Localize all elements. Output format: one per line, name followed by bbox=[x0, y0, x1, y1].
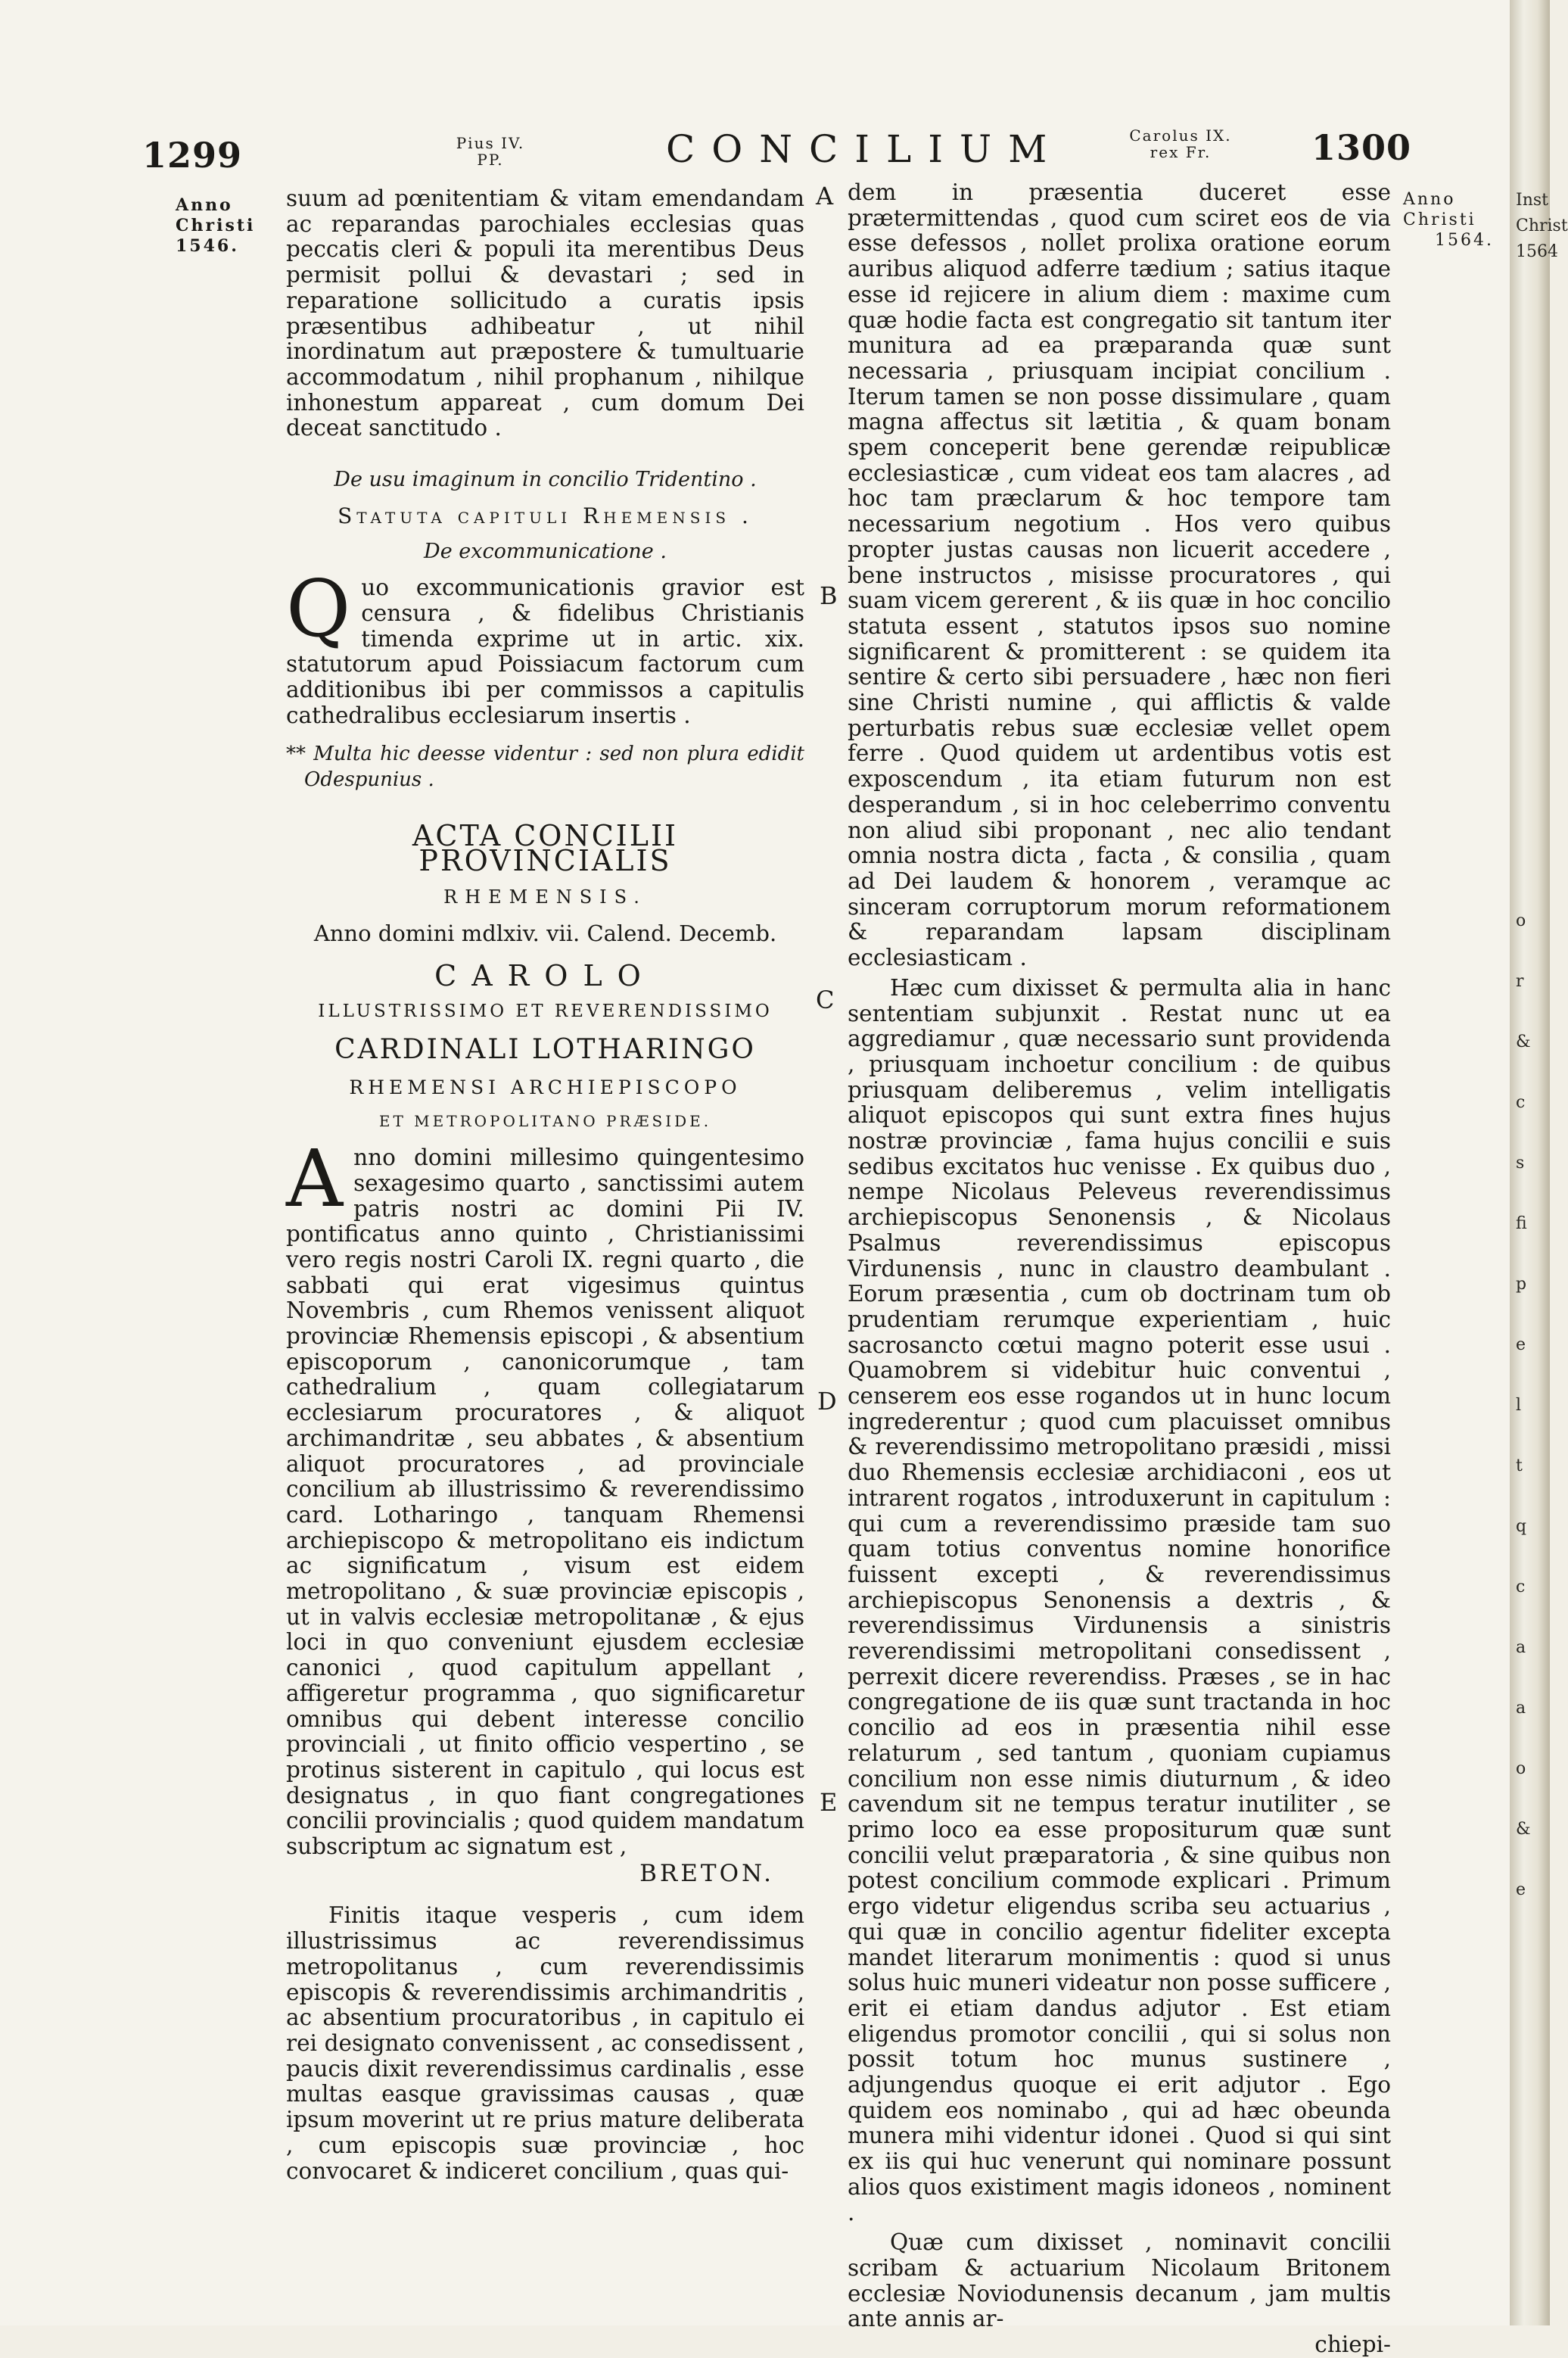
section-letter-a: A bbox=[816, 182, 834, 210]
right-page-number: 1300 bbox=[1311, 127, 1412, 168]
binding-fragment-18: o bbox=[1516, 1759, 1526, 1778]
running-title: CONCILIUM bbox=[666, 127, 1064, 171]
binding-fragment-4: o bbox=[1516, 911, 1526, 930]
margin-anno-right: Anno bbox=[1403, 190, 1456, 209]
binding-fragment-6: & bbox=[1516, 1033, 1531, 1051]
margin-christi-right: Christi bbox=[1403, 210, 1476, 229]
heading-illustrissimo: ILLUSTRISSIMO ET REVERENDISSIMO bbox=[318, 1001, 773, 1022]
right-runner-king: Carolus IX. bbox=[1129, 126, 1232, 145]
left-paragraph-anno-domini bbox=[286, 1132, 804, 1860]
binding-fragment-2: Christ bbox=[1516, 216, 1568, 235]
margin-year: 1546. bbox=[176, 236, 239, 256]
left-runner-pope: Pius IV. bbox=[456, 134, 525, 152]
left-paragraph-1: suum ad pœnitentiam & vitam emendandam ac reparandas parochiales ecclesias quas peccatis cleri & populi ita merentibus Deus permisit pollui & devastari ; sed in reparatione sollicitudo a curatis ipsis præsentibus adhibeatur , ut nihil inordinatum aut præpostere & tumultuarie accommodatum , nihil prophanum , nihilque inhonestum appareat , cum domum Dei deceat sanctitudo . bbox=[286, 185, 804, 441]
right-margin-year-note bbox=[1403, 189, 1494, 251]
heading-rhemensi-archiepiscopo: RHEMENSI ARCHIEPISCOPO bbox=[349, 1076, 742, 1098]
left-margin-year-note bbox=[176, 195, 266, 257]
binding-fragment-1: Inst bbox=[1516, 191, 1548, 210]
left-text-column bbox=[286, 186, 804, 2184]
heading-metropolitano-praeside: ET METROPOLITANO PRÆSIDE. bbox=[378, 1112, 712, 1131]
binding-fragment-16: a bbox=[1516, 1638, 1526, 1657]
right-paragraph-3: Quæ cum dixisset , nominavit concilii scribam & actuarium Nicolaum Britonem ecclesiæ Noviodunensis decanum , jam multis ante annis ar- bbox=[848, 2229, 1391, 2332]
editorial-note: ** Multa hic deesse videntur : sed non plura edidit Odespunius . bbox=[286, 743, 804, 792]
left-paragraph-2-text: uo excommunicationis gravior est censura , & fidelibus Christianis timenda exprime ut in artic. xix. statutorum apud Poissiacum factorum cum additionibus ibi per commissos a capitulis cathedralibus ecclesiarum insertis . bbox=[286, 575, 804, 728]
left-runner-pp: PP. bbox=[477, 151, 504, 169]
left-paragraph-4: Finitis itaque vesperis , cum idem illustrissimus ac reverendissimus metropolitanus , cum reverendissimis episcopis & reverendissimis archimandritis , ac absentium procuratoribus , in capitulo ei rei designato convenissent , ac consedissent , paucis dixit reverendissimus cardinalis , esse multas easque gravissimas causas , quæ ipsum moverint ut re prius mature deliberata , cum episcopis suæ provinciæ , hoc convocaret & indiceret concilium , quas qui- bbox=[286, 1902, 804, 2184]
heading-de-usu-imaginum: De usu imaginum in concilio Tridentino . bbox=[334, 468, 757, 492]
binding-fragment-12: l bbox=[1516, 1396, 1522, 1415]
binding-fragment-20: e bbox=[1516, 1880, 1526, 1899]
binding-fragment-9: fi bbox=[1516, 1214, 1527, 1233]
section-letter-c: C bbox=[816, 986, 835, 1014]
margin-christi: Christi bbox=[176, 216, 256, 235]
heading-cardinali-lotharingo: CARDINALI LOTHARINGO bbox=[334, 1033, 756, 1065]
margin-anno: Anno bbox=[176, 195, 233, 215]
right-running-head bbox=[1097, 127, 1264, 160]
binding-fragment-15: c bbox=[1516, 1578, 1526, 1596]
heading-de-excommunicatione: De excommunicatione . bbox=[424, 540, 667, 564]
binding-fragment-13: t bbox=[1516, 1456, 1523, 1475]
section-letter-d: D bbox=[817, 1387, 837, 1416]
section-letter-b: B bbox=[820, 581, 838, 610]
binding-edge bbox=[1510, 0, 1568, 2325]
section-letter-e: E bbox=[820, 1788, 838, 1817]
left-page-number: 1299 bbox=[142, 135, 243, 176]
left-running-head bbox=[430, 135, 551, 168]
dropcap-q: Q bbox=[286, 562, 351, 656]
dropcap-a: A bbox=[286, 1132, 344, 1226]
heading-statuta-capituli: Statuta capituli Rhemensis . bbox=[338, 503, 753, 528]
right-paragraph-1: dem in præsentia duceret esse prætermittendas , quod cum sciret eos de via esse defessos , nollet prolixa oratione eorum auribus aliquod adferre tædium ; satius itaque esse id rejicere in alium diem : maxime cum quæ hodie facta est congregatio sit tantum iter munitura ad ea præparanda quæ sunt necessaria , priusquam incipiat concilium . Iterum tamen se non posse dissimulare , quam magna affectus sit lætitia , & quam bonam spem conceperit bene gerendæ reipublicæ ecclesiasticæ , cum videat eos tam alacres , ad hoc tam præclarum & hoc tempore tam necessarium negotium . Hos vero quibus propter justas causas non licuerit accedere , bene instructos , misisse procuratores , qui suam vicem gererent , & iis quæ in hoc concilio statuta essent , statutos ipsos suo nomine significarent & promitterent : se quidem ita sentire & certo sibi persuadere , hæc non fieri sine Christi numine , qui afflictis & valde perturbatis rebus suæ ecclesiæ vellet opem ferre . Quod quidem ut ardentibus votis est exposcendum , ita etiam futurum non est desperandum , si in hoc celeberrimo conventu non aliud sibi proponant , nec alio tendant omnia nostra dicta , facta , & consilia , quam ad Dei laudem & honorem , veramque ac sinceram corruptorum morum reformationem & reparandam lapsam disciplinam ecclesiasticam . bbox=[848, 179, 1391, 971]
binding-fragment-17: a bbox=[1516, 1699, 1526, 1718]
binding-fragment-8: s bbox=[1516, 1154, 1525, 1173]
catchword: chiepi- bbox=[1314, 2332, 1391, 2358]
binding-fragment-19: & bbox=[1516, 1820, 1531, 1839]
binding-fragment-10: p bbox=[1516, 1275, 1527, 1294]
binding-fragment-5: r bbox=[1516, 972, 1524, 991]
heading-anno-domini: Anno domini mdlxiv. vii. Calend. Decemb. bbox=[313, 920, 777, 946]
binding-fragment-11: e bbox=[1516, 1335, 1526, 1354]
right-text-column bbox=[848, 180, 1391, 2358]
binding-fragment-3: 1564 bbox=[1516, 242, 1558, 261]
left-paragraph-excommunicatio bbox=[286, 562, 804, 728]
signature-breton: BRETON. bbox=[639, 1859, 774, 1887]
heading-rhemensis: RHEMENSIS. bbox=[443, 886, 647, 908]
margin-year-right: 1564. bbox=[1435, 231, 1494, 250]
right-runner-rex: rex Fr. bbox=[1150, 143, 1212, 161]
binding-fragment-14: q bbox=[1516, 1517, 1527, 1536]
right-paragraph-2: Hæc cum dixisset & permulta alia in hanc sententiam subjunxit . Restat nunc ut ea aggrediamur , quæ necessario sunt providenda , priusquam inchoetur concilium : de quibus priusquam deliberemus , velim intelligatis aliquot episcopos qui sunt extra fines hujus nostræ provinciæ , fama hujus concilii e suis sedibus excitatos huc venisse . Ex quibus duo , nempe Nicolaus Peleveus reverendissimus archiepiscopus Senonensis , & Nicolaus Psalmus reverendissimus episcopus Virdunensis , nunc in claustro deambulant . Eorum præsentia , cum ob doctrinam tum ob prudentiam rerumque experientiam , huic sacrosancto cœtui magno poterit esse usui . Quamobrem si videbitur huic conventui , censerem eos esse rogandos ut in hunc locum ingrederentur ; quod cum placuisset omnibus & reverendissimo metropolitano præsidi , missi duo Rhemensis ecclesiæ archidiaconi , eos ut intrarent rogatos , introduxerunt in capitulum : qui cum a reverendissimo præside tam suo quam totius conventus nomine honorifice fuissent excepti , & reverendissimus archiepiscopus Senonensis a dextris , & reverendissimus Virdunensis a sinistris reverendissimi metropolitani consedissent , perrexit dicere reverendiss. Præses , se in hac congregatione de iis quæ sunt tractanda in hoc concilio ad eos in præsentia nihil esse relaturum , sed tantum , quoniam cupiamus concilium non esse nimis diuturnum , & ideo cavendum sit ne tempus teratur inutiliter , se primo loco ea esse propositurum quæ sunt concilii velut præparatoria , & sine quibus non potest concilium commode explicari . Primum ergo videtur eligendus scriba seu actuarius , qui quæ in concilio agentur fideliter excepta mandet literarum monimentis : quod si unus solus huic muneri videatur non posse sufficere , erit ei etiam dandus adjutor . Est etiam eligendus promotor concilii , qui si solus non possit totum hoc munus sustinere , adjungendus quoque ei erit adjutor . Ego quidem eos nominabo , qui ad hæc obeunda munera mihi videntur idonei . Quod si qui sint ex iis qui huc venerunt qui nominare possunt alios quos existiment magis idoneos , nominent . bbox=[848, 974, 1391, 2226]
heading-carolo: CAROLO bbox=[434, 958, 656, 992]
binding-fragment-7: c bbox=[1516, 1093, 1526, 1112]
left-paragraph-3-text: nno domini millesimo quingentesimo sexagesimo quarto , sanctissimi autem patris nostri ac domini Pii IV. pontificatus anno quinto , Christianissimi vero regis nostri Caroli IX. regni quarto , die sabbati qui erat vigesimus quintus Novembris , cum Rhemos venissent aliquot provinciæ Rhemensis episcopi , & absentium episcoporum , canonicorumque , tam cathedralium , quam collegiatarum ecclesiarum procuratores , & aliquot archimandritæ , seu abbates , & absentium aliquot procuratores , ad provinciale concilium ab illustrissimo & reverendissimo card. Lotharingo , tanquam Rhemensi archiepiscopo & metropolitano eis indictum ac significatum , visum est eidem metropolitano , & suæ provinciæ episcopis , ut in valvis ecclesiæ metropolitanæ , & ejus loci in quo conveniunt ejusdem ecclesiæ canonici , quod capitulum appellant , affigeretur programma , quo significaretur omnibus qui debent interesse concilio provinciali , ut finito officio vespertino , se protinus sisterent in capitulo , qui locus est designatus , in quo fiant congregationes concilii provincialis ; quod quidem mandatum subscriptum ac signatum est , bbox=[286, 1145, 804, 1860]
heading-acta-concilii: ACTA CONCILII PROVINCIALIS bbox=[412, 818, 679, 878]
